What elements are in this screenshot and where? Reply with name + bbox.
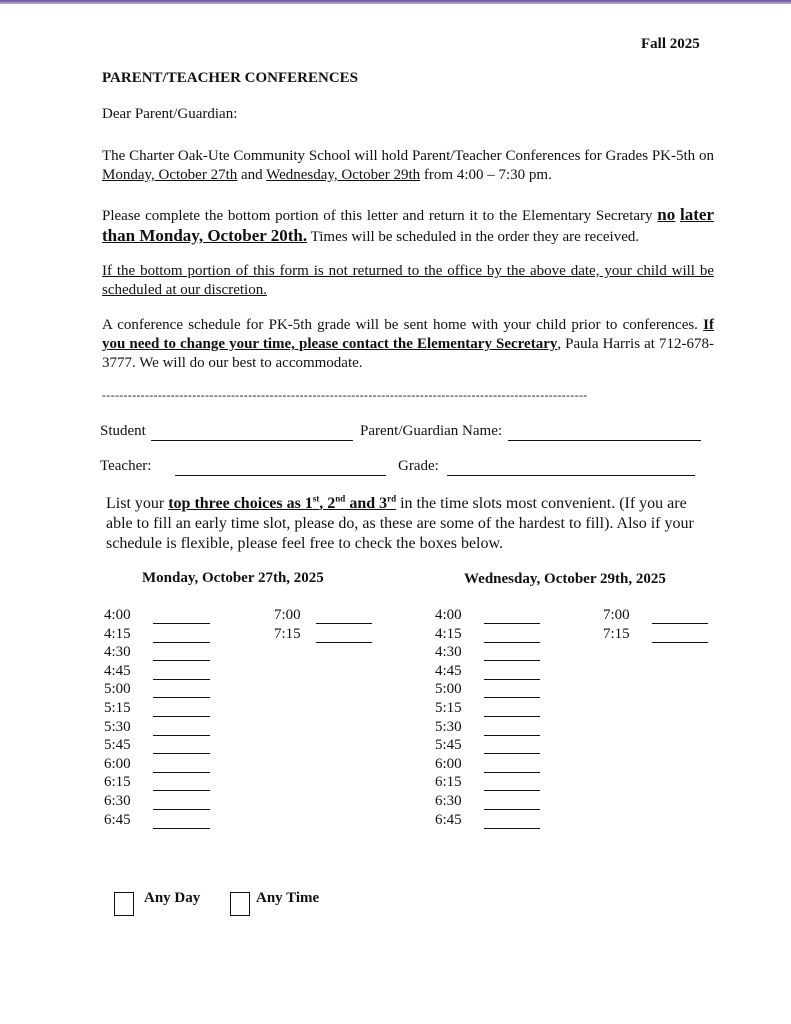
time-slot-choice-field[interactable] bbox=[153, 752, 210, 754]
time-slot-choice-field[interactable] bbox=[484, 789, 540, 791]
time-slot-choice-field[interactable] bbox=[153, 659, 210, 661]
time-slot-label: 6:00 bbox=[435, 755, 462, 772]
monday-date: Monday, October 27th bbox=[102, 167, 238, 183]
time-slot-label: 5:15 bbox=[104, 700, 131, 716]
student-field[interactable] bbox=[151, 439, 353, 441]
time-slot-choice-field[interactable] bbox=[316, 622, 372, 624]
time-slot-label: 4:45 bbox=[104, 662, 131, 679]
time-slot-label: 4:45 bbox=[435, 662, 462, 679]
grade-label: Grade: bbox=[398, 458, 439, 474]
text: in the time slots most convenient. (If you are able to fill an early time slot, please do, as these are some of the hardest to fill). Also if your schedule is flexible, please feel free to check the boxes below. bbox=[106, 495, 694, 552]
text: top three choices as 1 bbox=[168, 495, 313, 512]
time-slot-choice-field[interactable] bbox=[484, 827, 540, 829]
time-slot-choice-field[interactable] bbox=[153, 696, 210, 698]
time-slot-choice-field[interactable] bbox=[652, 641, 708, 643]
time-slot-label: 4:30 bbox=[435, 644, 462, 661]
text: , 2 bbox=[319, 495, 336, 512]
time-slot-choice-field[interactable] bbox=[484, 659, 540, 661]
text: from 4:00 – 7:30 pm. bbox=[420, 167, 552, 183]
time-slot-label: 4:15 bbox=[435, 625, 462, 642]
time-slot-choice-field[interactable] bbox=[153, 715, 210, 717]
text: The Charter Oak-Ute Community School will hold Parent/Teacher Conferences for Grades PK-5th on bbox=[102, 148, 714, 164]
change-time-notice: If you need to change your time, please contact the Elementary Secretary bbox=[102, 317, 714, 352]
time-slot-label: 4:30 bbox=[104, 644, 131, 661]
salutation: Dear Parent/Guardian: bbox=[102, 106, 238, 122]
time-slot-choice-field[interactable] bbox=[484, 622, 540, 624]
time-slot-label: 7:00 bbox=[274, 607, 301, 623]
time-slot-choice-field[interactable] bbox=[153, 827, 210, 829]
page-top-border bbox=[0, 0, 791, 4]
page-title: PARENT/TEACHER CONFERENCES bbox=[102, 70, 359, 86]
cut-line: ----------------------------------------------------------------------------------------------------------------- bbox=[102, 388, 588, 402]
time-slot-choice-field[interactable] bbox=[153, 678, 210, 680]
time-slot-label: 7:00 bbox=[603, 607, 630, 623]
time-slot-choice-field[interactable] bbox=[153, 734, 210, 736]
time-slot-choice-field[interactable] bbox=[484, 734, 540, 736]
time-slot-label: 6:15 bbox=[104, 774, 131, 791]
time-slot-label: 4:00 bbox=[104, 607, 131, 623]
time-slot-choice-field[interactable] bbox=[484, 696, 540, 698]
text: , Paula Harris at 712-678-3777. We will do our best to accommodate. bbox=[102, 336, 714, 371]
time-slot-label: 5:00 bbox=[435, 681, 462, 698]
any-day-label: Any Day bbox=[144, 890, 201, 906]
any-time-label: Any Time bbox=[256, 890, 320, 906]
time-slot-label: 6:45 bbox=[435, 811, 462, 828]
time-slot-choice-field[interactable] bbox=[153, 789, 210, 791]
any-time-checkbox[interactable] bbox=[230, 892, 250, 916]
monday-heading: Monday, October 27th, 2025 bbox=[142, 570, 324, 586]
text: and bbox=[237, 167, 267, 183]
text: nd bbox=[335, 493, 346, 504]
term-label: Fall 2025 bbox=[641, 36, 700, 52]
time-slot-choice-field[interactable] bbox=[484, 715, 540, 717]
time-slot-label: 7:15 bbox=[274, 625, 301, 642]
time-slot-choice-field[interactable] bbox=[153, 622, 210, 624]
time-slot-choice-field[interactable] bbox=[484, 752, 540, 754]
time-slot-choice-field[interactable] bbox=[153, 808, 210, 810]
time-slot-label: 6:45 bbox=[104, 811, 131, 828]
text: st bbox=[312, 493, 320, 504]
student-label: Student bbox=[100, 423, 146, 439]
grade-field[interactable] bbox=[447, 474, 695, 476]
time-slot-label: 5:30 bbox=[435, 718, 462, 735]
text: A conference schedule for PK-5th grade will be sent home with your child prior to conferences. bbox=[102, 317, 704, 333]
teacher-label: Teacher: bbox=[100, 458, 152, 474]
text: Please complete the bottom portion of this letter and return it to the Elementary Secretary bbox=[102, 208, 658, 224]
time-slot-label: 6:30 bbox=[104, 793, 131, 809]
time-slot-choice-field[interactable] bbox=[153, 771, 210, 773]
time-slot-label: 5:45 bbox=[104, 737, 131, 754]
time-slot-choice-field[interactable] bbox=[484, 808, 540, 810]
time-slot-label: 5:45 bbox=[435, 737, 462, 754]
time-slot-choice-field[interactable] bbox=[484, 771, 540, 773]
time-slot-label: 5:00 bbox=[104, 681, 131, 698]
instructions bbox=[106, 494, 706, 554]
intro-paragraph bbox=[102, 147, 714, 185]
time-slot-label: 7:15 bbox=[603, 625, 630, 642]
any-day-checkbox[interactable] bbox=[114, 892, 134, 916]
time-slot-label: 4:00 bbox=[435, 607, 462, 623]
text: List your bbox=[106, 495, 169, 512]
time-slot-label: 4:15 bbox=[104, 625, 131, 642]
contact-paragraph bbox=[102, 316, 714, 373]
time-slot-choice-field[interactable] bbox=[652, 622, 708, 624]
time-slot-choice-field[interactable] bbox=[153, 641, 210, 643]
wednesday-heading: Wednesday, October 29th, 2025 bbox=[464, 571, 666, 587]
time-slot-choice-field[interactable] bbox=[316, 641, 372, 643]
text: rd bbox=[387, 493, 397, 504]
text: Times will be scheduled in the order they are received. bbox=[307, 229, 640, 245]
time-slot-choice-field[interactable] bbox=[484, 678, 540, 680]
parent-name-field[interactable] bbox=[508, 439, 701, 441]
time-slot-choice-field[interactable] bbox=[484, 641, 540, 643]
deadline-paragraph bbox=[102, 205, 714, 247]
discretion-paragraph: If the bottom portion of this form is not returned to the office by the above date, your child will be scheduled at our discretion. bbox=[102, 263, 714, 298]
time-slot-label: 5:15 bbox=[435, 700, 462, 716]
wednesday-date: Wednesday, October 29th bbox=[266, 167, 421, 183]
teacher-field[interactable] bbox=[175, 474, 386, 476]
time-slot-label: 5:30 bbox=[104, 718, 131, 735]
time-slot-label: 6:15 bbox=[435, 774, 462, 791]
text: and 3 bbox=[345, 495, 388, 512]
deadline-date: later than Monday, October 20th. bbox=[102, 205, 715, 245]
deadline-text: no bbox=[657, 205, 676, 224]
parent-label: Parent/Guardian Name: bbox=[360, 423, 503, 439]
time-slot-label: 6:00 bbox=[104, 755, 131, 772]
time-slot-label: 6:30 bbox=[435, 793, 462, 809]
